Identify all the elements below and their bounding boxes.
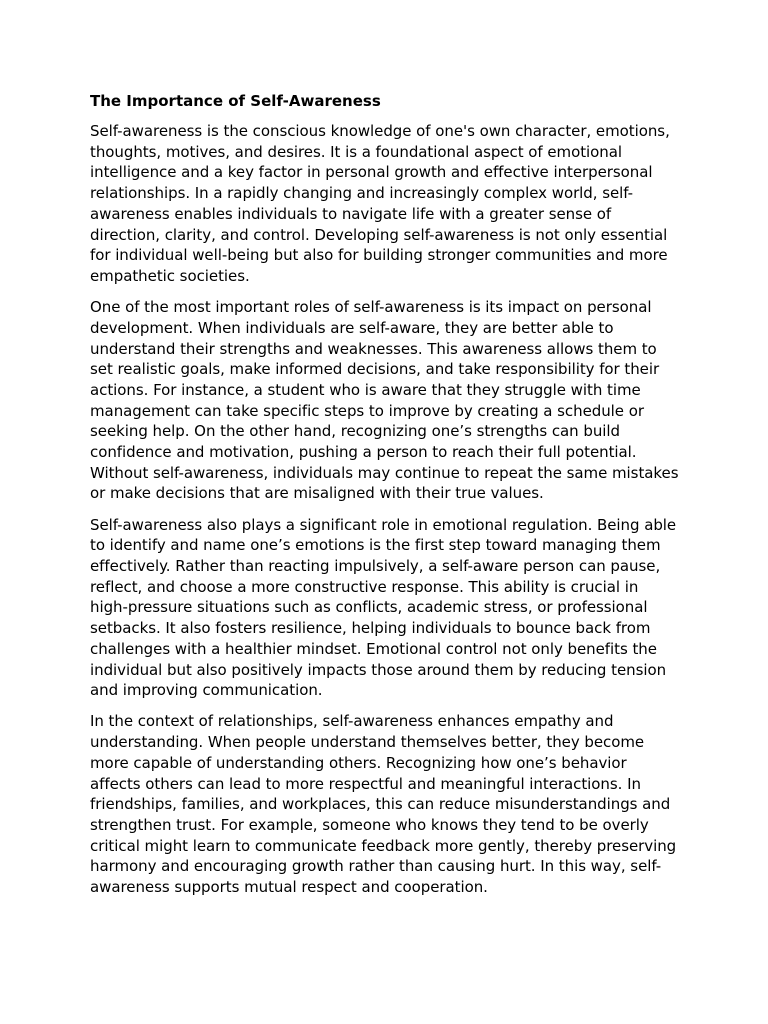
paragraph-emotional-regulation: Self-awareness also plays a significant role in emotional regulation. Being able to identify and name one’s emotions is the first step toward managing them effectively. Rather than reacting impulsively, a self-aware person can pause, reflect, and choose a more constructive response. This ability is crucial in high-pressure situations such as conflicts, academic stress, or professional setbacks. It also fosters resilience, helping individuals to bounce back from challenges with a healthier mindset. Emotional control not only benefits the individual but also positively impacts those around them by reducing tension and improving communication. xyxy=(90,515,677,700)
paragraph-definition: Self-awareness is the conscious knowledge of one's own character, emotions, thoughts, motives, and desires. It is a foundational aspect of emotional intelligence and a key factor in personal growth and effective interpersonal relationships. In a rapidly changing and increasingly complex world, self-awareness enables individuals to navigate life with a greater sense of direction, clarity, and control. Developing self-awareness is not only essential for individual well-being but also for building stronger communities and more empathetic societies. xyxy=(90,122,670,285)
paragraph-personal-development: One of the most important roles of self-awareness is its impact on personal development. When individuals are self-aware, they are better able to understand their strengths and weaknesses. This awareness allows them to set realistic goals, make informed decisions, and take responsibility for their actions. For instance, a student who is aware that they struggle with time management can take specific steps to improve by creating a schedule or seeking help. On the other hand, recognizing one’s strengths can build confidence and motivation, pushing a person to reach their full potential. Without self-awareness, individuals may continue to repeat the same mistakes or make decisions that are misaligned with their true values. xyxy=(90,298,679,503)
document-title: The Importance of Self-Awareness xyxy=(90,92,381,110)
document-body xyxy=(90,91,680,908)
paragraph-relationships: In the context of relationships, self-awareness enhances empathy and understanding. When people understand themselves better, they become more capable of understanding others. Recognizing how one’s behavior affects others can lead to more respectful and meaningful interactions. In friendships, families, and workplaces, this can reduce misunderstandings and strengthen trust. For example, someone who knows they tend to be overly critical might learn to communicate feedback more gently, thereby preserving harmony and encouraging growth rather than causing hurt. In this way, self-awareness supports mutual respect and cooperation. xyxy=(90,712,677,897)
